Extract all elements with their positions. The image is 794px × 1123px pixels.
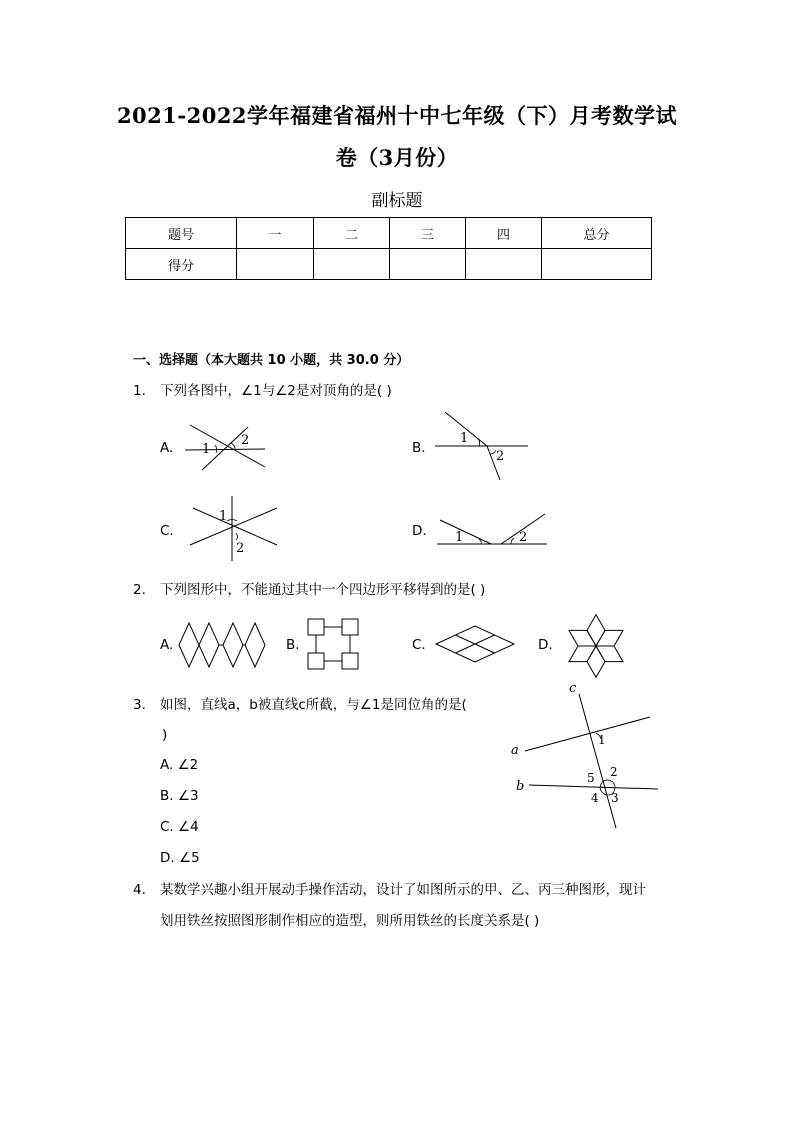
option-label: A. xyxy=(160,637,174,653)
line-label-c: c xyxy=(569,681,577,696)
score-table-row xyxy=(126,249,652,280)
option-label: A. ∠2 xyxy=(160,757,199,773)
q1-figure-b xyxy=(430,408,540,483)
angle-label-2: 2 xyxy=(519,530,528,545)
line xyxy=(440,520,491,544)
angle-label-5: 5 xyxy=(587,771,595,785)
question-text: 划用铁丝按照图形制作相应的造型，则所用铁丝的长度关系是( ) xyxy=(160,913,540,929)
q2-figure-c xyxy=(434,624,516,666)
option-label: D. ∠5 xyxy=(160,850,200,866)
score-table-header-row xyxy=(126,218,652,249)
section-header: 一、选择题（本大题共 10 小题，共 30.0 分） xyxy=(133,353,410,368)
score-cell xyxy=(542,249,652,280)
q2-figure-a xyxy=(178,620,270,670)
line-label-a: a xyxy=(511,743,519,758)
score-header-cell: 总分 xyxy=(542,218,652,249)
option-label: C. xyxy=(160,523,174,539)
score-header-cell: 一 xyxy=(237,218,314,249)
question-number: 4. xyxy=(133,882,146,898)
rhombus xyxy=(199,623,219,667)
q3-figure xyxy=(505,680,665,830)
angle-label-3: 3 xyxy=(611,791,619,805)
option-label: B. xyxy=(286,637,300,653)
angle-arc xyxy=(511,538,514,544)
angle-label-2: 2 xyxy=(241,433,250,448)
angle-label-1: 1 xyxy=(598,733,606,747)
rhombus xyxy=(564,638,600,669)
angle-label-1: 1 xyxy=(202,442,211,457)
option-label: D. xyxy=(412,523,427,539)
score-header-cell: 四 xyxy=(466,218,542,249)
question-number: 1. xyxy=(133,383,146,399)
angle-label-1: 1 xyxy=(455,530,464,545)
rhombus xyxy=(564,623,600,654)
angle-label-1: 1 xyxy=(219,509,228,524)
score-header-cell: 三 xyxy=(390,218,466,249)
square xyxy=(342,653,358,669)
option-label: B. ∠3 xyxy=(160,788,199,804)
q1-figure-c xyxy=(185,493,285,565)
question-text: 下列各图中，∠1与∠2是对顶角的是( ) xyxy=(160,383,392,399)
question-text: ) xyxy=(162,727,168,743)
score-cell xyxy=(466,249,542,280)
rhombus xyxy=(592,638,628,669)
option-label: D. xyxy=(538,637,553,653)
score-table xyxy=(125,217,652,280)
line-label-b: b xyxy=(516,779,525,794)
rhombus xyxy=(245,623,265,667)
angle-label-1: 1 xyxy=(460,431,469,446)
angle-arc xyxy=(236,533,238,540)
score-cell xyxy=(237,249,314,280)
question-number: 3. xyxy=(133,697,146,713)
angle-label-2: 2 xyxy=(236,541,245,556)
question-text: 某数学兴趣小组开展动手操作活动，设计了如图所示的甲、乙、丙三种图形，现计 xyxy=(160,882,646,898)
question-text: 下列图形中，不能通过其中一个四边形平移得到的是( ) xyxy=(160,582,486,598)
page-title-line2: 卷（3月份） xyxy=(335,145,459,170)
q1-figure-a xyxy=(180,415,280,475)
page-title-line1: 2021-2022学年福建省福州十中七年级（下）月考数学试 xyxy=(116,103,678,128)
square xyxy=(342,619,358,635)
option-label: A. xyxy=(160,440,174,456)
line-c xyxy=(579,694,616,828)
rhombus xyxy=(587,615,605,646)
option-label: C. xyxy=(412,637,426,653)
question-number: 2. xyxy=(133,582,146,598)
line-a xyxy=(525,717,650,751)
square xyxy=(308,653,324,669)
option-label: B. xyxy=(412,440,426,456)
rhombus xyxy=(223,623,243,667)
rhombus xyxy=(179,623,199,667)
page-subtitle: 副标题 xyxy=(371,191,423,211)
score-cell xyxy=(314,249,390,280)
score-header-cell: 题号 xyxy=(126,218,237,249)
question-text: 如图，直线a，b被直线c所截，与∠1是同位角的是( xyxy=(160,697,467,713)
line-b xyxy=(529,785,658,789)
angle-label-4: 4 xyxy=(591,791,599,805)
option-label: C. ∠4 xyxy=(160,819,199,835)
score-cell xyxy=(390,249,466,280)
square xyxy=(308,619,324,635)
q2-figure-b xyxy=(306,617,362,672)
q1-figure-d xyxy=(435,510,550,552)
score-header-cell: 二 xyxy=(314,218,390,249)
angle-label-2: 2 xyxy=(610,765,618,779)
rhombus xyxy=(592,623,628,654)
q2-figure-d xyxy=(560,607,632,685)
score-row-label: 得分 xyxy=(126,249,237,280)
angle-label-2: 2 xyxy=(496,449,505,464)
rhombus xyxy=(587,646,605,677)
angle-arc xyxy=(215,445,217,453)
